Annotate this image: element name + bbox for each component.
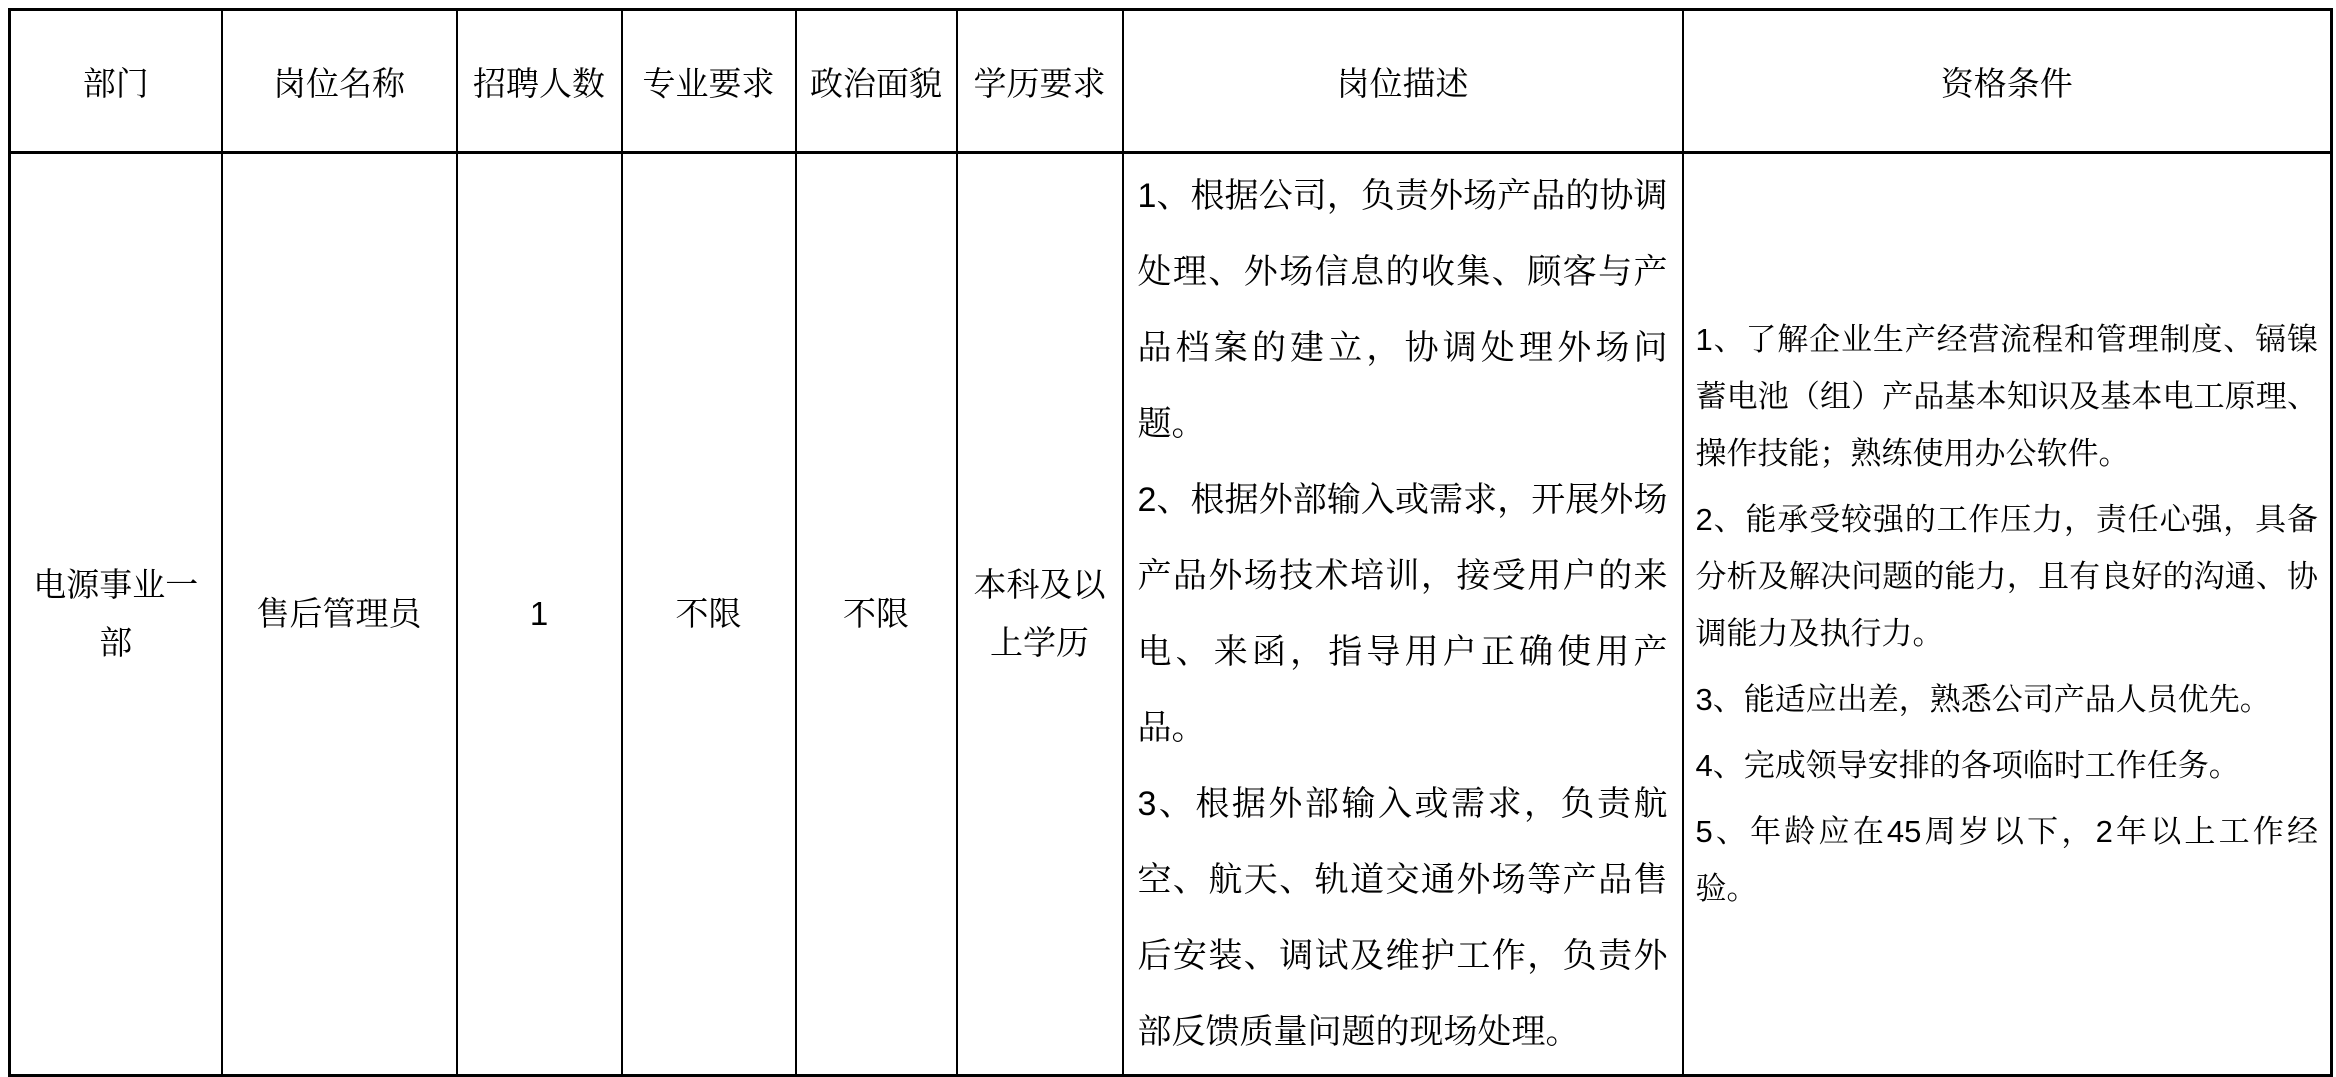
- cell-position-name: 售后管理员: [222, 153, 457, 1076]
- qualification-item-4: 4、完成领导安排的各项临时工作任务。: [1695, 748, 2240, 783]
- header-major-requirement: 专业要求: [622, 10, 796, 153]
- job-description-item-1: 1、根据公司，负责外场产品的协调处理、外场信息的收集、顾客与产品档案的建立，协调处理外场问题。: [1137, 177, 1668, 443]
- header-qualifications: 资格条件: [1683, 10, 2332, 153]
- job-description-item-3: 3、根据外部输入或需求，负责航空、航天、轨道交通外场等产品售后安装、调试及维护工作，负责外部反馈质量问题的现场处理。: [1137, 785, 1668, 1051]
- recruitment-table: [8, 8, 2333, 1077]
- cell-education-requirement: 本科及以上学历: [957, 153, 1123, 1076]
- qualification-item-2: 2、能承受较强的工作压力，责任心强，具备分析及解决问题的能力，且有良好的沟通、协调能力及执行力。: [1695, 502, 2318, 651]
- header-political-status: 政治面貌: [796, 10, 957, 153]
- header-education-requirement: 学历要求: [957, 10, 1123, 153]
- header-department: 部门: [10, 10, 222, 153]
- table-header-row: [10, 10, 2332, 153]
- cell-job-description: [1123, 153, 1683, 1076]
- header-job-description: 岗位描述: [1123, 10, 1683, 153]
- qualification-item-3: 3、能适应出差，熟悉公司产品人员优先。: [1695, 682, 2271, 717]
- header-headcount: 招聘人数: [457, 10, 622, 153]
- cell-headcount: 1: [457, 153, 622, 1076]
- cell-department: 电源事业一部: [10, 153, 222, 1076]
- qualification-item-1: 1、了解企业生产经营流程和管理制度、镉镍蓄电池（组）产品基本知识及基本电工原理、操作技能；熟练使用办公软件。: [1695, 322, 2318, 471]
- cell-qualifications: [1683, 153, 2332, 1076]
- cell-political-status: 不限: [796, 153, 957, 1076]
- cell-major-requirement: 不限: [622, 153, 796, 1076]
- header-position-name: 岗位名称: [222, 10, 457, 153]
- qualification-item-5: 5、年龄应在45周岁以下，2年以上工作经验。: [1695, 814, 2318, 906]
- job-description-item-2: 2、根据外部输入或需求，开展外场产品外场技术培训，接受用户的来电、来函，指导用户正确使用产品。: [1137, 481, 1668, 747]
- table-row: [10, 153, 2332, 1076]
